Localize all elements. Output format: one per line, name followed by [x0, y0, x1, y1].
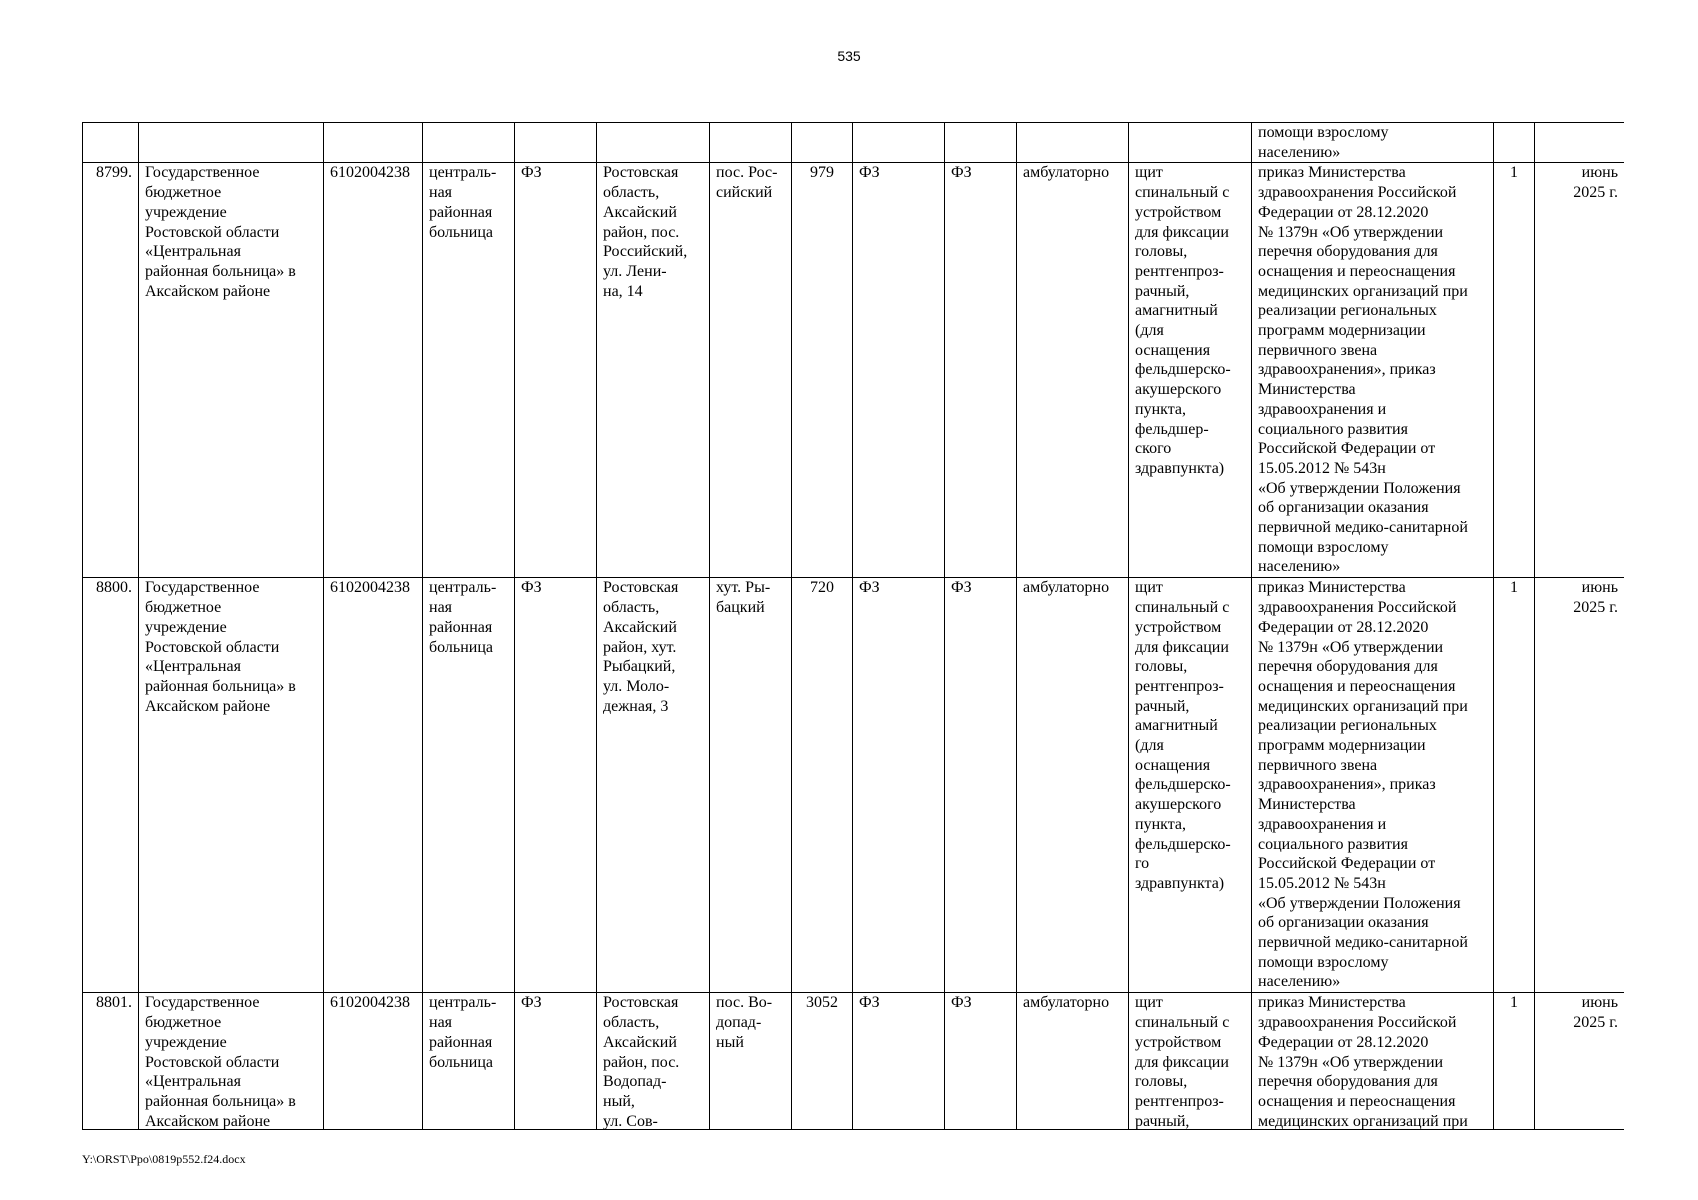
cell-type	[423, 123, 515, 163]
cell-number: 8799.	[83, 163, 139, 578]
cell-number	[83, 123, 139, 163]
cell-equipment: щит спинальный с устройством для фиксации головы, рентгенпроз- рачный, амагнитный (для оснащения фельдшерско- акушерского пункта, фельдшер- ского здравпункта)	[1129, 163, 1252, 578]
cell-population: 3052	[792, 993, 853, 1130]
cell-number: 8800.	[83, 578, 139, 993]
cell-fz3: ФЗ	[945, 163, 1017, 578]
cell-institution	[139, 123, 324, 163]
cell-address	[597, 123, 710, 163]
cell-address: Ростовская область, Аксайский район, пос. Водопад- ный, ул. Сов-	[597, 993, 710, 1130]
cell-quantity: 1	[1494, 578, 1535, 993]
footer-file-path: Y:\ORST\Ppo\0819p552.f24.docx	[82, 1152, 246, 1166]
cell-fz1: ФЗ	[515, 578, 597, 993]
cell-inn	[324, 123, 423, 163]
cell-fz3	[945, 123, 1017, 163]
cell-date	[1535, 123, 1625, 163]
cell-address: Ростовская область, Аксайский район, пос. Российский, ул. Лени- на, 14	[597, 163, 710, 578]
cell-mode: амбулаторно	[1017, 163, 1129, 578]
cell-quantity: 1	[1494, 993, 1535, 1130]
cell-inn: 6102004238	[324, 578, 423, 993]
cell-quantity	[1494, 123, 1535, 163]
cell-type: централь- ная районная больница	[423, 163, 515, 578]
cell-number: 8801.	[83, 993, 139, 1130]
cell-fz2: ФЗ	[853, 163, 945, 578]
cell-population: 979	[792, 163, 853, 578]
cell-equipment: щит спинальный с устройством для фиксации головы, рентгенпроз- рачный,	[1129, 993, 1252, 1130]
cell-locality: пос. Во- допад- ный	[710, 993, 792, 1130]
document-table-wrapper	[82, 122, 1624, 1130]
cell-legal-basis: приказ Министерства здравоохранения Российской Федерации от 28.12.2020 № 1379н «Об утверждении перечня оборудования для оснащения и переоснащения медицинских организаций при реализации региональных программ модернизации первичного звена здравоохранения», приказ Министерства здравоохранения и социального развития Российской Федерации от 15.05.2012 № 543н «Об утверждении Положения об организации оказания первичной медико-санитарной помощи взрослому населению»	[1252, 163, 1494, 578]
cell-type: централь- ная районная больница	[423, 993, 515, 1130]
cell-inn: 6102004238	[324, 163, 423, 578]
table-row	[83, 993, 1625, 1130]
cell-institution: Государственное бюджетное учреждение Ростовской области «Центральная районная больница» в Аксайском районе	[139, 163, 324, 578]
cell-fz3: ФЗ	[945, 993, 1017, 1130]
cell-type: централь- ная районная больница	[423, 578, 515, 993]
cell-legal-basis: приказ Министерства здравоохранения Российской Федерации от 28.12.2020 № 1379н «Об утверждении перечня оборудования для оснащения и переоснащения медицинских организаций при	[1252, 993, 1494, 1130]
table-row	[83, 163, 1625, 578]
table-row	[83, 578, 1625, 993]
cell-fz1: ФЗ	[515, 163, 597, 578]
cell-equipment: щит спинальный с устройством для фиксации головы, рентгенпроз- рачный, амагнитный (для оснащения фельдшерско- акушерского пункта, фельдшерско- го здравпункта)	[1129, 578, 1252, 993]
cell-quantity: 1	[1494, 163, 1535, 578]
cell-locality: пос. Рос- сийский	[710, 163, 792, 578]
cell-address: Ростовская область, Аксайский район, хут. Рыбацкий, ул. Моло- дежная, 3	[597, 578, 710, 993]
cell-fz2: ФЗ	[853, 578, 945, 993]
cell-inn: 6102004238	[324, 993, 423, 1130]
cell-legal-basis: приказ Министерства здравоохранения Российской Федерации от 28.12.2020 № 1379н «Об утверждении перечня оборудования для оснащения и переоснащения медицинских организаций при реализации региональных программ модернизации первичного звена здравоохранения», приказ Министерства здравоохранения и социального развития Российской Федерации от 15.05.2012 № 543н «Об утверждении Положения об организации оказания первичной медико-санитарной помощи взрослому населению»	[1252, 578, 1494, 993]
cell-institution: Государственное бюджетное учреждение Ростовской области «Центральная районная больница» в Аксайском районе	[139, 993, 324, 1130]
cell-fz1	[515, 123, 597, 163]
cell-locality: хут. Ры- бацкий	[710, 578, 792, 993]
cell-mode: амбулаторно	[1017, 993, 1129, 1130]
cell-fz1: ФЗ	[515, 993, 597, 1130]
cell-equipment	[1129, 123, 1252, 163]
cell-date: июнь 2025 г.	[1535, 578, 1625, 993]
cell-fz2: ФЗ	[853, 993, 945, 1130]
cell-date: июнь 2025 г.	[1535, 993, 1625, 1130]
equipment-table	[82, 122, 1624, 1130]
continuation-row	[83, 123, 1625, 163]
cell-fz3: ФЗ	[945, 578, 1017, 993]
cell-institution: Государственное бюджетное учреждение Ростовской области «Центральная районная больница» в Аксайском районе	[139, 578, 324, 993]
cell-locality	[710, 123, 792, 163]
cell-population: 720	[792, 578, 853, 993]
table-body	[83, 123, 1625, 1131]
page-number: 535	[837, 48, 861, 64]
cell-date: июнь 2025 г.	[1535, 163, 1625, 578]
cell-legal-basis: помощи взрослому населению»	[1252, 123, 1494, 163]
cell-mode: амбулаторно	[1017, 578, 1129, 993]
cell-fz2	[853, 123, 945, 163]
cell-mode	[1017, 123, 1129, 163]
cell-population	[792, 123, 853, 163]
